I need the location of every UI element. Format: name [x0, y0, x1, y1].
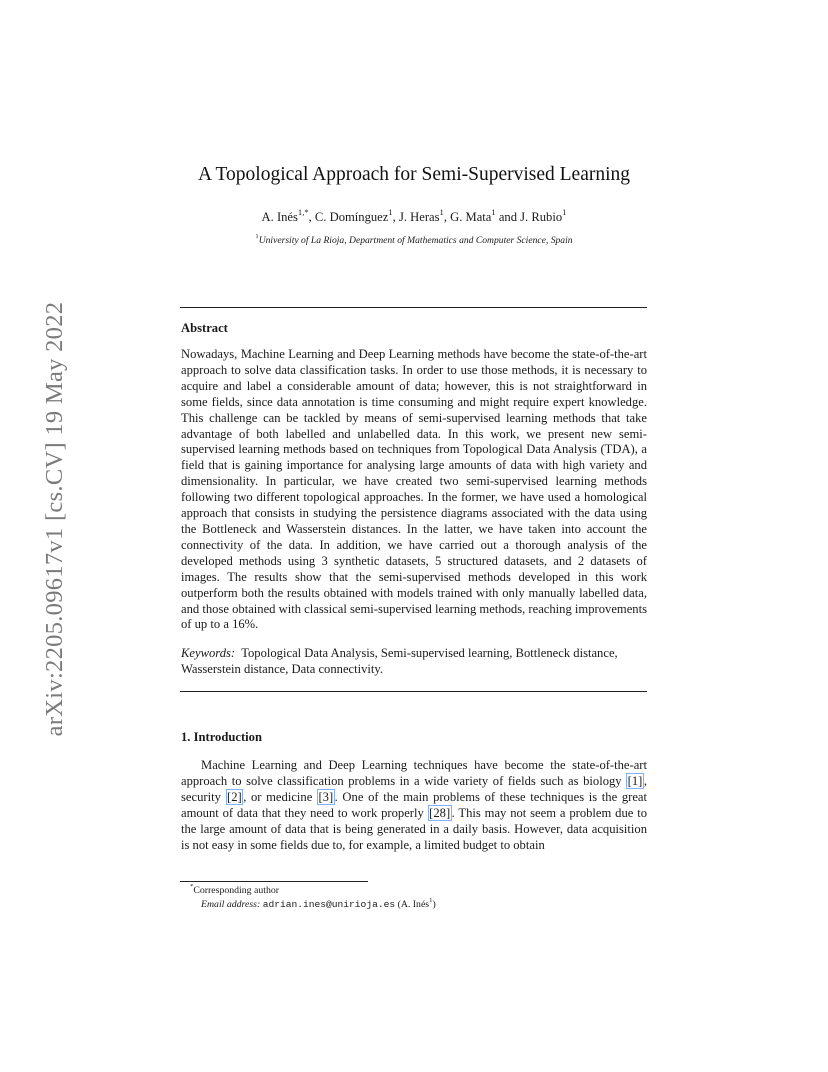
abstract-top-rule: [180, 307, 647, 308]
author-list: A. Inés$^{1,*}$, C. Domínguez$^1$, J. Heras$^1$, G. Mata$^1$ and J. Rubio$^1$: [261, 206, 567, 224]
footnote-rule: [180, 881, 368, 882]
footnote-corresponding: *Corresponding author: [190, 882, 280, 896]
author: C. Domínguez$^1$: [314, 206, 393, 224]
keywords-text: Topological Data Analysis, Semi-supervised learning, Bottleneck distance, Wasserstein distance, Data connectivity.: [181, 646, 618, 676]
author: J. Heras$^1$: [398, 206, 444, 224]
citation-link[interactable]: [28]: [429, 805, 451, 820]
abstract-bottom-rule: [180, 691, 647, 692]
abstract-text: Nowadays, Machine Learning and Deep Learning methods have become the state-of-the-art approach to solve data classification tasks. In order to use those methods, it is necessary to acquire and label a considerable amount of data; however, this is not straightforward in some fields, since data annotation is time consuming and might require expert knowledge. This challenge can be tackled by means of semi-supervised learning methods that take advantage of both labelled and unlabelled data. In this work, we present new semi-supervised learning methods based on techniques from Topological Data Analysis (TDA), a field that is gaining importance for analysing large amounts of data with high variety and dimensionality. In particular, we have created two semi-supervised learning methods following two different topological approaches. In the former, we have used a homological approach that consists in studying the persistence diagrams associated with the data using the Bottleneck and Wasserstein distances. In the latter, we have taken into account the connectivity of the data. In addition, we have carried out a thorough analysis of the developed methods using 3 synthetic datasets, 5 structured datasets, and 2 datasets of images. The results show that the semi-supervised methods developed in this work outperform both the results obtained with models trained with only manually labelled data, and those obtained with classical semi-supervised learning methods, reaching improvements of up to a 16%.: [181, 347, 647, 632]
email-address[interactable]: adrian.ines@unirioja.es: [262, 899, 396, 910]
author: A. Inés$^{1,*}$: [261, 206, 309, 224]
author: G. Mata$^1$: [450, 206, 496, 224]
abstract-heading: Abstract: [181, 321, 228, 335]
author: J. Rubio$^1$: [520, 206, 567, 224]
citation-link[interactable]: [2]: [227, 789, 242, 804]
footnote-email: Email address: adrian.ines@unirioja.es (A. Inés$^1$): [201, 896, 436, 910]
keywords: [181, 646, 647, 678]
arxiv-identifier: arXiv:2205.09617v1 [cs.CV] 19 May 2022: [41, 301, 68, 737]
section-heading-introduction: 1. Introduction: [181, 730, 262, 744]
citation-link[interactable]: [3]: [318, 789, 334, 804]
citation-link[interactable]: [1]: [627, 773, 643, 788]
paper-title: A Topological Approach for Semi-Supervised Learning: [197, 164, 631, 185]
keywords-label: Keywords:: [181, 646, 236, 660]
introduction-paragraph: Machine Learning and Deep Learning techniques have become the state-of-the-art approach to solve classification problems in a wide variety of fields such as biology [1] , security [2] , or medicine [3] . One of the main problems of these techniques is the great amount of data that they need to work properly [28] . This may not seem a problem due to the large amount of data that is being generated in a daily basis. However, data acquisition is not easy in some fields due to, for example, a limited budget to obtain: [181, 758, 648, 852]
affiliation: $^1$University of La Rioja, Department of Mathematics and Computer Science, Spain: [255, 232, 573, 246]
